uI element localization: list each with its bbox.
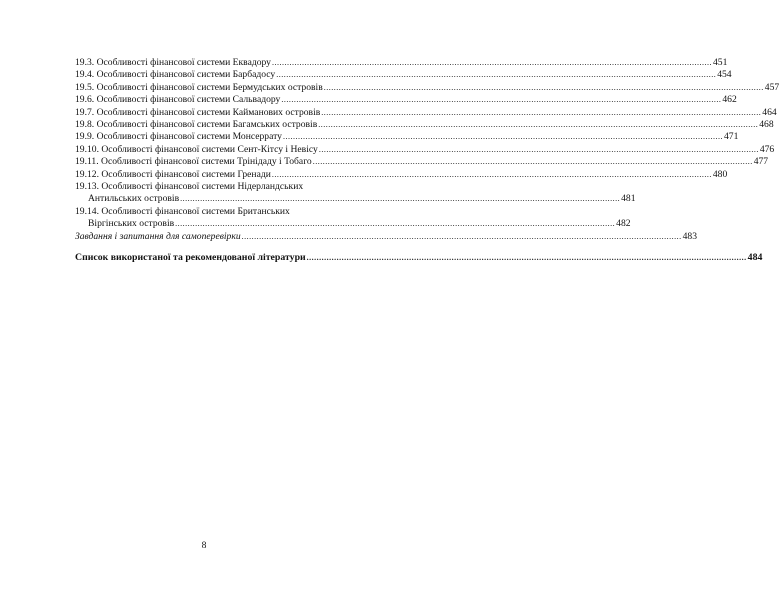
toc-entry-page: 484 [747, 252, 763, 264]
page-number: 8 [201, 540, 207, 551]
toc-entry-title: 19.10. Особливості фінансової системи Сент-Кітсу і Невісу [75, 143, 318, 155]
toc-entry-title: 19.11. Особливості фінансової системи Трінідаду і Тобаго [75, 156, 312, 168]
toc-leader-dots [281, 94, 721, 106]
toc-entry-page: 454 [717, 69, 732, 81]
toc-entry [75, 81, 779, 94]
toc-entry [75, 156, 769, 168]
toc-entry-page: 468 [759, 119, 774, 131]
toc-entry-title-line1: 19.14. Особливості фінансової системи Британських [75, 205, 290, 217]
toc-entry-page: 462 [722, 94, 737, 106]
toc-entry-title-line2: Антильських островів [88, 193, 180, 205]
toc-entry [75, 57, 728, 69]
toc-leader-dots [283, 131, 723, 143]
toc-entry-title-line1: 19.13. Особливості фінансової системи Нідерландських [75, 181, 304, 193]
table-of-contents [75, 57, 779, 265]
toc-entry-title: 19.12. Особливості фінансової системи Гренади [75, 168, 271, 180]
toc-entry-title: 19.3. Особливості фінансової системи Еквадору [75, 57, 271, 68]
toc-entry-page: 477 [753, 156, 769, 168]
toc-entry-title: 19.7. Особливості фінансової системи Кайманових островів [75, 106, 321, 118]
toc-entry-page: 471 [723, 131, 739, 143]
toc-entry-title: 19.4. Особливості фінансової системи Барбадосу [75, 69, 276, 81]
toc-entry-page: 481 [621, 193, 636, 205]
toc-entry-page: 482 [616, 218, 631, 230]
toc-leader-dots [321, 107, 761, 119]
toc-entry-page: 451 [712, 57, 728, 68]
toc-entry-title: 19.8. Особливості фінансової системи Багамських островів [75, 119, 318, 131]
toc-entry [75, 143, 775, 156]
toc-entry-bibliography [75, 252, 763, 264]
toc-entry-page: 464 [762, 106, 777, 118]
toc-entry-title-line2: Віргінських островів [88, 218, 175, 230]
toc-entry [75, 119, 774, 131]
toc-entry-continuation [75, 218, 631, 230]
toc-leader-dots [313, 156, 753, 168]
toc-leader-dots [175, 218, 615, 230]
toc-leader-dots [180, 193, 620, 205]
toc-entry [75, 106, 777, 119]
toc-leader-dots [324, 82, 764, 94]
toc-leader-dots [318, 119, 758, 131]
toc-entry [75, 94, 737, 106]
toc-entry [75, 205, 631, 231]
toc-leader-dots [272, 169, 712, 181]
toc-entry-title: Список використаної та рекомендованої літератури [75, 252, 306, 264]
toc-entry-page: 476 [759, 143, 775, 155]
toc-entry-title: 19.6. Особливості фінансової системи Сальвадору [75, 94, 281, 106]
toc-entry [75, 168, 728, 181]
toc-leader-dots [276, 69, 716, 81]
toc-entry-continuation [75, 193, 636, 205]
toc-leader-dots [307, 252, 747, 264]
toc-entry-title: 19.9. Особливості фінансової системи Монсеррату [75, 131, 282, 143]
toc-leader-dots [319, 144, 759, 156]
toc-entry [75, 69, 732, 81]
toc-entry-title: 19.5. Особливості фінансової системи Бермудських островів [75, 81, 323, 93]
toc-entry [75, 131, 739, 143]
toc-entry-page: 457 [764, 81, 779, 93]
toc-entry-page: 483 [682, 230, 698, 242]
toc-entry-title: Завдання і запитання для самоперевірки [75, 230, 241, 242]
toc-leader-dots [272, 57, 712, 69]
toc-leader-dots [242, 231, 682, 243]
toc-entry-page: 480 [712, 168, 728, 180]
toc-entry-self-check [75, 230, 698, 243]
toc-entry [75, 181, 636, 206]
